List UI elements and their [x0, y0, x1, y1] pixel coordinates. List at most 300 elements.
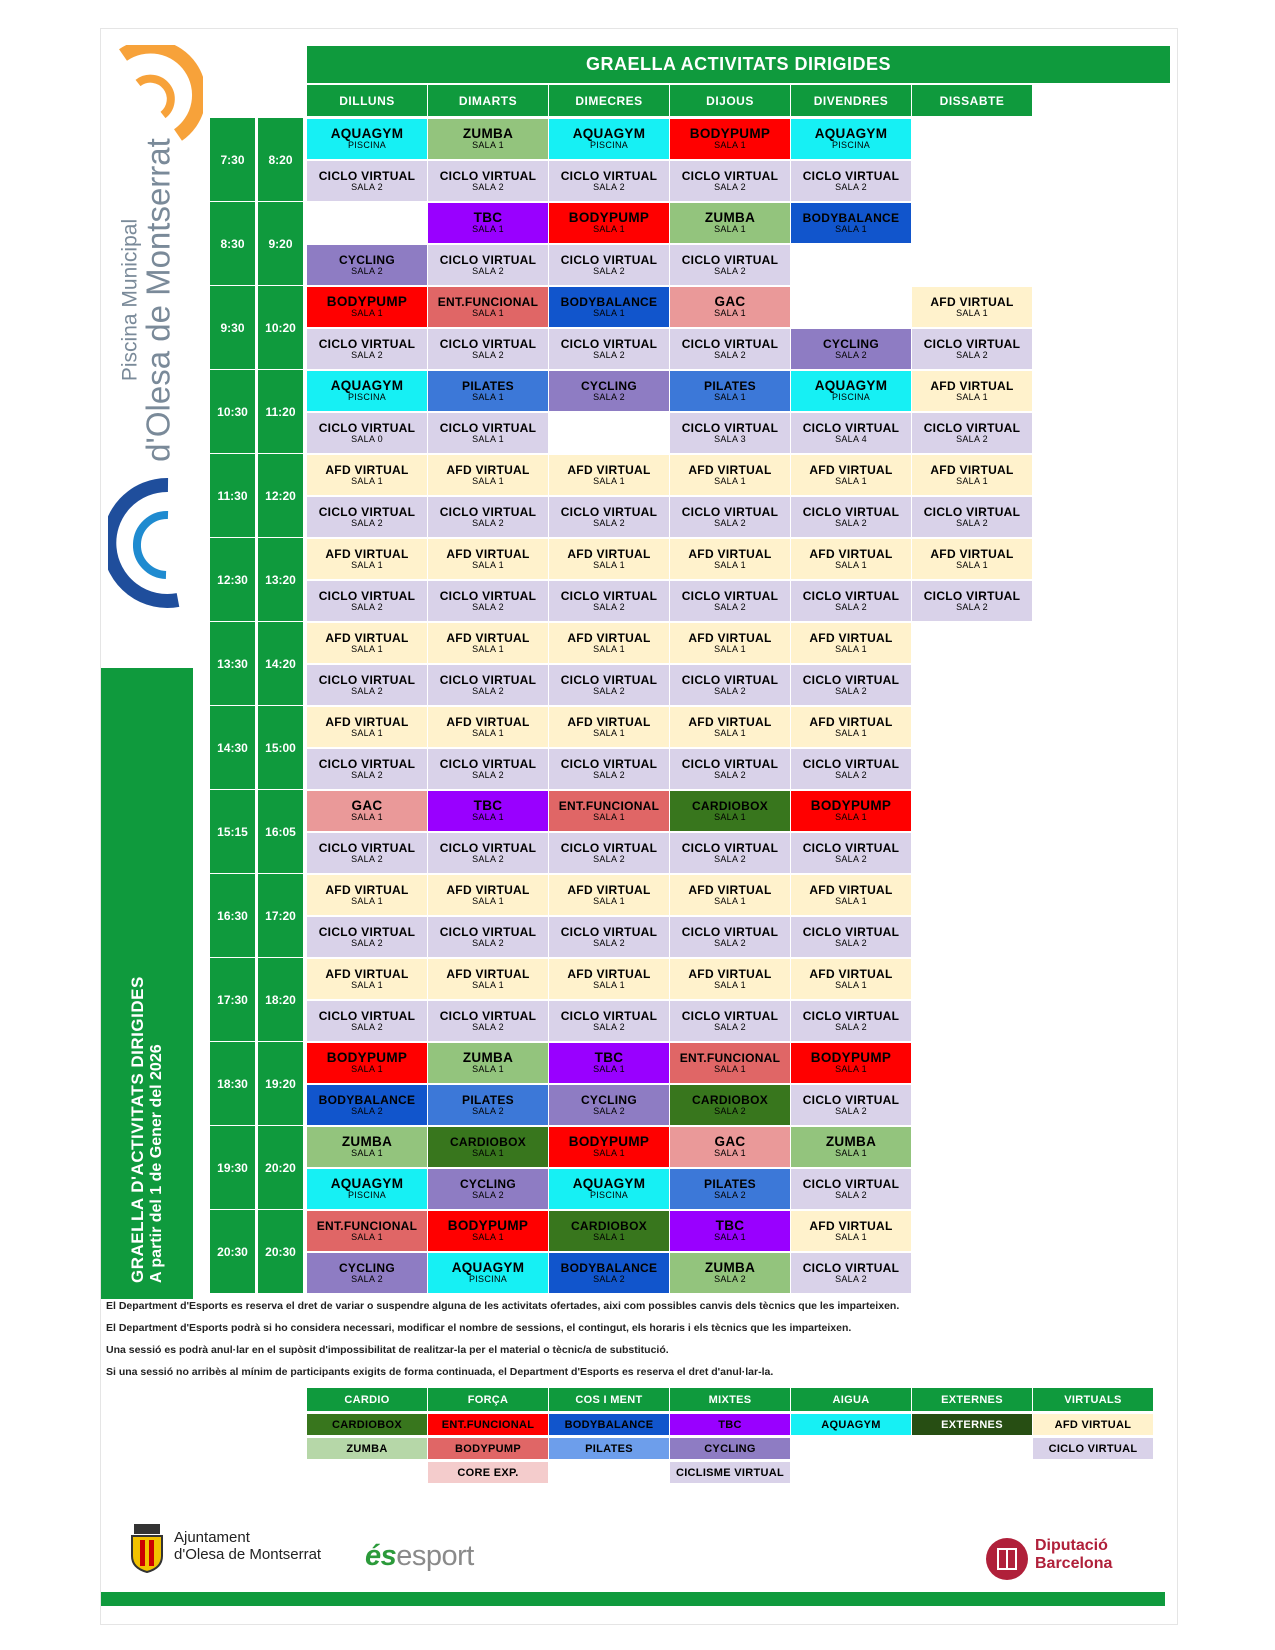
activity-room: SALA 1: [714, 643, 746, 654]
activity-name: CICLO VIRTUAL: [560, 504, 658, 519]
activity-name: CYCLING: [459, 1176, 517, 1191]
end-time: 8:20: [258, 118, 303, 201]
activity-name: CICLO VIRTUAL: [318, 168, 416, 183]
activity-cell[interactable]: [791, 581, 911, 621]
activity-room: SALA 1: [593, 224, 625, 235]
activity-name: PILATES: [704, 378, 756, 393]
activity-cell[interactable]: [307, 371, 427, 411]
note-line: El Department d'Esports es reserva el dret de variar o suspendre alguna de les activitats ofertades, aixi com possibles canvis dels tècnics que les imparteixen.: [106, 1300, 900, 1312]
activity-room: SALA 2: [714, 1021, 746, 1032]
activity-cell[interactable]: [670, 1169, 790, 1209]
activity-name: CICLO VIRTUAL: [318, 924, 416, 939]
activity-name: AFD VIRTUAL: [325, 462, 409, 477]
activity-cell[interactable]: [428, 413, 548, 453]
activity-cell[interactable]: [549, 1211, 669, 1251]
activity-name: CICLO VIRTUAL: [318, 336, 416, 351]
activity-cell[interactable]: [912, 455, 1032, 495]
activity-cell[interactable]: [428, 917, 548, 957]
activity-room: SALA 2: [956, 433, 988, 444]
activity-room: SALA 1: [472, 895, 504, 906]
activity-room: SALA 1: [351, 1148, 383, 1159]
activity-cell[interactable]: [428, 329, 548, 369]
activity-name: TBC: [473, 798, 503, 814]
activity-cell[interactable]: [791, 497, 911, 537]
activity-cell[interactable]: [307, 1169, 427, 1209]
activity-cell[interactable]: [549, 665, 669, 705]
activity-cell[interactable]: [428, 1211, 548, 1251]
activity-room: SALA 1: [351, 812, 383, 823]
activity-name: BODYPUMP: [326, 1050, 408, 1066]
activity-cell[interactable]: [307, 749, 427, 789]
activity-cell[interactable]: [791, 833, 911, 873]
activity-cell[interactable]: [428, 833, 548, 873]
activity-cell[interactable]: [670, 287, 790, 327]
activity-cell[interactable]: [670, 1001, 790, 1041]
activity-cell[interactable]: [670, 917, 790, 957]
activity-cell[interactable]: [912, 497, 1032, 537]
activity-cell[interactable]: [549, 1001, 669, 1041]
end-time: 15:00: [258, 706, 303, 789]
activity-room: SALA 2: [714, 937, 746, 948]
activity-cell[interactable]: [791, 791, 911, 831]
activity-cell[interactable]: [791, 959, 911, 999]
activity-cell[interactable]: [791, 749, 911, 789]
activity-name: GAC: [351, 798, 383, 814]
activity-room: SALA 2: [351, 517, 383, 528]
activity-cell[interactable]: [670, 1127, 790, 1167]
sidebar-title-block: [128, 683, 166, 1283]
activity-name: TBC: [594, 1050, 624, 1066]
activity-cell[interactable]: [549, 707, 669, 747]
end-time: 12:20: [258, 454, 303, 537]
activity-cell[interactable]: [791, 1001, 911, 1041]
activity-cell[interactable]: [307, 245, 427, 285]
activity-cell[interactable]: [428, 539, 548, 579]
activity-cell[interactable]: [307, 791, 427, 831]
start-time: 12:30: [210, 538, 255, 621]
legend-header: FORÇA: [428, 1388, 548, 1411]
activity-name: CYCLING: [338, 252, 396, 267]
activity-room: SALA 2: [472, 1105, 504, 1116]
activity-room: SALA 1: [472, 140, 504, 151]
activity-cell[interactable]: [791, 707, 911, 747]
activity-cell[interactable]: [791, 371, 911, 411]
activity-cell[interactable]: [791, 1169, 911, 1209]
activity-cell[interactable]: [670, 791, 790, 831]
activity-room: SALA 1: [351, 308, 383, 319]
activity-room: SALA 2: [714, 349, 746, 360]
activity-cell[interactable]: [670, 329, 790, 369]
activity-room: SALA 1: [714, 1232, 746, 1243]
activity-room: SALA 2: [593, 349, 625, 360]
activity-name: CICLO VIRTUAL: [439, 588, 537, 603]
activity-name: CICLO VIRTUAL: [923, 420, 1021, 435]
activity-name: AFD VIRTUAL: [446, 630, 530, 645]
activity-cell[interactable]: [307, 581, 427, 621]
activity-name: AFD VIRTUAL: [809, 630, 893, 645]
activity-cell[interactable]: [670, 1085, 790, 1125]
activity-cell[interactable]: [670, 245, 790, 285]
activity-room: SALA 1: [351, 475, 383, 486]
activity-cell[interactable]: [307, 329, 427, 369]
activity-cell[interactable]: [428, 1253, 548, 1293]
activity-cell[interactable]: [549, 1127, 669, 1167]
activity-room: SALA 1: [472, 307, 504, 318]
activity-cell[interactable]: [307, 959, 427, 999]
activity-name: AFD VIRTUAL: [446, 714, 530, 729]
activity-name: CICLO VIRTUAL: [802, 756, 900, 771]
activity-cell[interactable]: [670, 497, 790, 537]
activity-cell[interactable]: [307, 1127, 427, 1167]
activity-room: SALA 2: [472, 349, 504, 360]
diputacio-logo: [985, 1535, 1145, 1583]
legend-item: ENT.FUNCIONAL: [428, 1414, 548, 1435]
activity-cell[interactable]: [428, 1085, 548, 1125]
legend-item: EXTERNES: [912, 1414, 1032, 1435]
legend-header: COS I MENT: [549, 1388, 669, 1411]
activity-cell[interactable]: [428, 203, 548, 243]
activity-name: AFD VIRTUAL: [688, 462, 772, 477]
activity-name: CYCLING: [338, 1260, 396, 1275]
activity-cell[interactable]: [428, 581, 548, 621]
activity-room: SALA 1: [351, 559, 383, 570]
activity-cell[interactable]: [428, 287, 548, 327]
activity-cell[interactable]: [428, 1043, 548, 1083]
activity-cell[interactable]: [307, 161, 427, 201]
activity-name: CICLO VIRTUAL: [923, 504, 1021, 519]
activity-room: SALA 1: [351, 1064, 383, 1075]
activity-cell[interactable]: [791, 623, 911, 663]
activity-cell[interactable]: [307, 833, 427, 873]
activity-cell[interactable]: [428, 749, 548, 789]
activity-cell[interactable]: [549, 749, 669, 789]
activity-room: SALA 1: [714, 224, 746, 235]
activity-cell[interactable]: [670, 1211, 790, 1251]
activity-room: SALA 1: [472, 224, 504, 235]
activity-name: ZUMBA: [341, 1134, 393, 1150]
activity-cell[interactable]: [670, 1253, 790, 1293]
activity-room: SALA 2: [472, 937, 504, 948]
activity-cell[interactable]: [791, 1211, 911, 1251]
activity-cell[interactable]: [791, 413, 911, 453]
activity-cell[interactable]: [549, 161, 669, 201]
activity-room: SALA 1: [593, 643, 625, 654]
esesport-part1: és: [365, 1540, 397, 1572]
activity-cell[interactable]: [549, 1253, 669, 1293]
activity-room: SALA 2: [714, 181, 746, 192]
activity-cell[interactable]: [670, 539, 790, 579]
activity-name: CICLO VIRTUAL: [802, 420, 900, 435]
activity-room: SALA 1: [714, 727, 746, 738]
activity-cell[interactable]: [912, 413, 1032, 453]
activity-cell[interactable]: [428, 707, 548, 747]
activity-name: AFD VIRTUAL: [930, 294, 1014, 309]
day-header: DIVENDRES: [791, 85, 911, 116]
activity-name: AQUAGYM: [330, 1176, 404, 1192]
activity-name: CICLO VIRTUAL: [681, 168, 779, 183]
activity-name: BODYPUMP: [810, 798, 892, 814]
activity-cell[interactable]: [428, 119, 548, 159]
activity-cell[interactable]: [791, 329, 911, 369]
activity-room: SALA 1: [593, 1231, 625, 1242]
activity-room: SALA 2: [472, 1189, 504, 1200]
legend-item: BODYBALANCE: [549, 1414, 669, 1435]
activity-cell[interactable]: [428, 791, 548, 831]
activity-cell[interactable]: [549, 371, 669, 411]
activity-room: SALA 1: [472, 1147, 504, 1158]
activity-room: SALA 2: [472, 1021, 504, 1032]
activity-cell[interactable]: [549, 539, 669, 579]
activity-cell[interactable]: [912, 329, 1032, 369]
activity-room: SALA 1: [835, 895, 867, 906]
activity-cell[interactable]: [428, 455, 548, 495]
activity-room: SALA 2: [714, 1105, 746, 1116]
activity-name: ZUMBA: [704, 210, 756, 226]
activity-name: AFD VIRTUAL: [567, 630, 651, 645]
activity-room: SALA 2: [714, 601, 746, 612]
activity-name: CICLO VIRTUAL: [560, 252, 658, 267]
activity-cell[interactable]: [912, 287, 1032, 327]
bottom-bar: [101, 1592, 1165, 1606]
activity-cell[interactable]: [307, 1211, 427, 1251]
activity-cell[interactable]: [791, 161, 911, 201]
legend-item: CICLO VIRTUAL: [1033, 1438, 1153, 1459]
activity-cell[interactable]: [549, 1169, 669, 1209]
activity-cell[interactable]: [549, 581, 669, 621]
activity-cell[interactable]: [428, 1127, 548, 1167]
activity-cell[interactable]: [307, 287, 427, 327]
activity-name: AFD VIRTUAL: [809, 714, 893, 729]
activity-room: SALA 2: [351, 181, 383, 192]
activity-cell[interactable]: [670, 959, 790, 999]
activity-cell[interactable]: [428, 665, 548, 705]
activity-name: CICLO VIRTUAL: [802, 588, 900, 603]
activity-cell[interactable]: [549, 1085, 669, 1125]
activity-name: CICLO VIRTUAL: [923, 588, 1021, 603]
activity-name: CICLO VIRTUAL: [560, 924, 658, 939]
activity-room: SALA 1: [593, 979, 625, 990]
activity-room: PISCINA: [831, 140, 871, 151]
activity-room: PISCINA: [589, 1190, 629, 1201]
activity-cell[interactable]: [428, 161, 548, 201]
activity-cell[interactable]: [549, 245, 669, 285]
activity-cell[interactable]: [791, 539, 911, 579]
start-time: 16:30: [210, 874, 255, 957]
activity-cell[interactable]: [670, 119, 790, 159]
logo-line1: Piscina Municipal: [118, 218, 142, 382]
activity-name: CICLO VIRTUAL: [439, 756, 537, 771]
activity-cell[interactable]: [549, 287, 669, 327]
activity-room: SALA 2: [593, 853, 625, 864]
activity-cell[interactable]: [428, 497, 548, 537]
activity-cell[interactable]: [912, 539, 1032, 579]
activity-cell[interactable]: [791, 875, 911, 915]
activity-name: BODYBALANCE: [560, 1260, 658, 1275]
activity-cell[interactable]: [670, 161, 790, 201]
activity-cell[interactable]: [307, 119, 427, 159]
activity-name: AFD VIRTUAL: [325, 630, 409, 645]
activity-name: AFD VIRTUAL: [325, 882, 409, 897]
activity-name: AFD VIRTUAL: [567, 462, 651, 477]
activity-cell[interactable]: [428, 1001, 548, 1041]
activity-room: SALA 2: [835, 1105, 867, 1116]
activity-room: SALA 2: [835, 517, 867, 528]
activity-cell[interactable]: [670, 875, 790, 915]
activity-cell[interactable]: [549, 329, 669, 369]
activity-cell[interactable]: [912, 581, 1032, 621]
activity-room: SALA 2: [835, 1189, 867, 1200]
activity-room: SALA 2: [835, 937, 867, 948]
legend-item: CORE EXP.: [428, 1462, 548, 1483]
activity-name: AFD VIRTUAL: [809, 546, 893, 561]
esesport-part2: esport: [396, 1540, 474, 1572]
activity-room: SALA 2: [835, 853, 867, 864]
activity-cell[interactable]: [549, 203, 669, 243]
activity-room: SALA 1: [835, 1231, 867, 1242]
activity-name: AFD VIRTUAL: [688, 546, 772, 561]
activity-cell[interactable]: [549, 917, 669, 957]
activity-name: CARDIOBOX: [691, 1092, 769, 1107]
end-time: 19:20: [258, 1042, 303, 1125]
activity-room: SALA 2: [472, 517, 504, 528]
legend-item: BODYPUMP: [428, 1438, 548, 1459]
activity-cell[interactable]: [428, 1169, 548, 1209]
activity-cell[interactable]: [549, 1043, 669, 1083]
activity-cell[interactable]: [549, 875, 669, 915]
activity-cell[interactable]: [428, 245, 548, 285]
activity-cell[interactable]: [791, 1253, 911, 1293]
activity-name: BODYPUMP: [568, 210, 650, 226]
activity-name: BODYPUMP: [447, 1218, 529, 1234]
activity-room: SALA 1: [351, 1231, 383, 1242]
activity-cell[interactable]: [670, 623, 790, 663]
activity-room: SALA 1: [593, 1148, 625, 1159]
activity-cell[interactable]: [670, 749, 790, 789]
activity-room: SALA 2: [351, 1273, 383, 1284]
start-time: 18:30: [210, 1042, 255, 1125]
activity-cell[interactable]: [549, 623, 669, 663]
activity-cell[interactable]: [791, 119, 911, 159]
activity-cell[interactable]: [791, 917, 911, 957]
activity-cell[interactable]: [549, 791, 669, 831]
activity-cell[interactable]: [549, 833, 669, 873]
activity-cell[interactable]: [791, 203, 911, 243]
activity-room: SALA 1: [593, 895, 625, 906]
note-line: Una sessió es podrà anul·lar en el supòsit d'impossibilitat de realitzar-la per el material o tècnic/a de substitució.: [106, 1344, 669, 1356]
activity-cell[interactable]: [307, 497, 427, 537]
activity-name: CICLO VIRTUAL: [560, 336, 658, 351]
activity-cell[interactable]: [428, 959, 548, 999]
activity-name: BODYPUMP: [689, 126, 771, 142]
activity-name: AFD VIRTUAL: [446, 966, 530, 981]
activity-cell[interactable]: [670, 371, 790, 411]
activity-cell[interactable]: [791, 455, 911, 495]
end-time: 20:30: [258, 1210, 303, 1293]
activity-room: SALA 2: [351, 265, 383, 276]
activity-cell[interactable]: [791, 1085, 911, 1125]
activity-cell[interactable]: [670, 833, 790, 873]
activity-cell[interactable]: [549, 119, 669, 159]
activity-room: SALA 1: [835, 475, 867, 486]
activity-room: SALA 1: [956, 391, 988, 402]
activity-name: CICLO VIRTUAL: [439, 420, 537, 435]
activity-cell[interactable]: [307, 455, 427, 495]
activity-cell[interactable]: [670, 581, 790, 621]
legend-header: VIRTUALS: [1033, 1388, 1153, 1411]
activity-cell[interactable]: [549, 497, 669, 537]
activity-name: AFD VIRTUAL: [325, 546, 409, 561]
activity-cell[interactable]: [307, 665, 427, 705]
activity-room: PISCINA: [831, 392, 871, 403]
activity-cell[interactable]: [549, 959, 669, 999]
end-time: 14:20: [258, 622, 303, 705]
activity-cell[interactable]: [791, 1127, 911, 1167]
activity-name: CICLO VIRTUAL: [681, 336, 779, 351]
activity-name: ZUMBA: [462, 126, 514, 142]
activity-name: ZUMBA: [462, 1050, 514, 1066]
activity-cell[interactable]: [307, 1043, 427, 1083]
activity-room: SALA 2: [593, 769, 625, 780]
activity-name: CICLO VIRTUAL: [439, 252, 537, 267]
activity-cell[interactable]: [307, 1085, 427, 1125]
activity-name: ZUMBA: [825, 1134, 877, 1150]
legend-header: AIGUA: [791, 1388, 911, 1411]
activity-cell[interactable]: [307, 1001, 427, 1041]
activity-cell[interactable]: [307, 539, 427, 579]
ajuntament-logo: [128, 1522, 338, 1574]
activity-cell[interactable]: [670, 413, 790, 453]
activity-cell[interactable]: [670, 203, 790, 243]
activity-cell[interactable]: [428, 875, 548, 915]
activity-room: SALA 2: [351, 1105, 383, 1116]
end-time: 9:20: [258, 202, 303, 285]
start-time: 17:30: [210, 958, 255, 1041]
activity-cell[interactable]: [307, 413, 427, 453]
activity-cell[interactable]: [428, 371, 548, 411]
activity-cell[interactable]: [307, 1253, 427, 1293]
activity-cell[interactable]: [670, 665, 790, 705]
activity-room: SALA 1: [714, 1148, 746, 1159]
activity-cell[interactable]: [791, 665, 911, 705]
activity-cell[interactable]: [549, 455, 669, 495]
activity-room: SALA 1: [714, 308, 746, 319]
activity-cell[interactable]: [307, 917, 427, 957]
activity-room: SALA 2: [714, 1189, 746, 1200]
activity-cell[interactable]: [307, 623, 427, 663]
activity-name: AFD VIRTUAL: [567, 546, 651, 561]
activity-name: AQUAGYM: [330, 126, 404, 142]
activity-room: SALA 1: [714, 391, 746, 402]
activity-cell[interactable]: [307, 707, 427, 747]
activity-room: SALA 2: [835, 601, 867, 612]
activity-cell[interactable]: [307, 875, 427, 915]
end-time: 18:20: [258, 958, 303, 1041]
activity-room: SALA 1: [472, 559, 504, 570]
activity-cell[interactable]: [791, 1043, 911, 1083]
activity-cell[interactable]: [670, 1043, 790, 1083]
activity-cell[interactable]: [670, 707, 790, 747]
activity-room: SALA 1: [351, 727, 383, 738]
activity-cell[interactable]: [428, 623, 548, 663]
activity-room: PISCINA: [589, 140, 629, 151]
activity-room: SALA 2: [593, 1105, 625, 1116]
activity-name: BODYBALANCE: [318, 1092, 416, 1107]
start-time: 10:30: [210, 370, 255, 453]
activity-cell[interactable]: [912, 371, 1032, 411]
activity-name: PILATES: [462, 378, 514, 393]
activity-cell[interactable]: [670, 455, 790, 495]
activity-name: CICLO VIRTUAL: [318, 1008, 416, 1023]
